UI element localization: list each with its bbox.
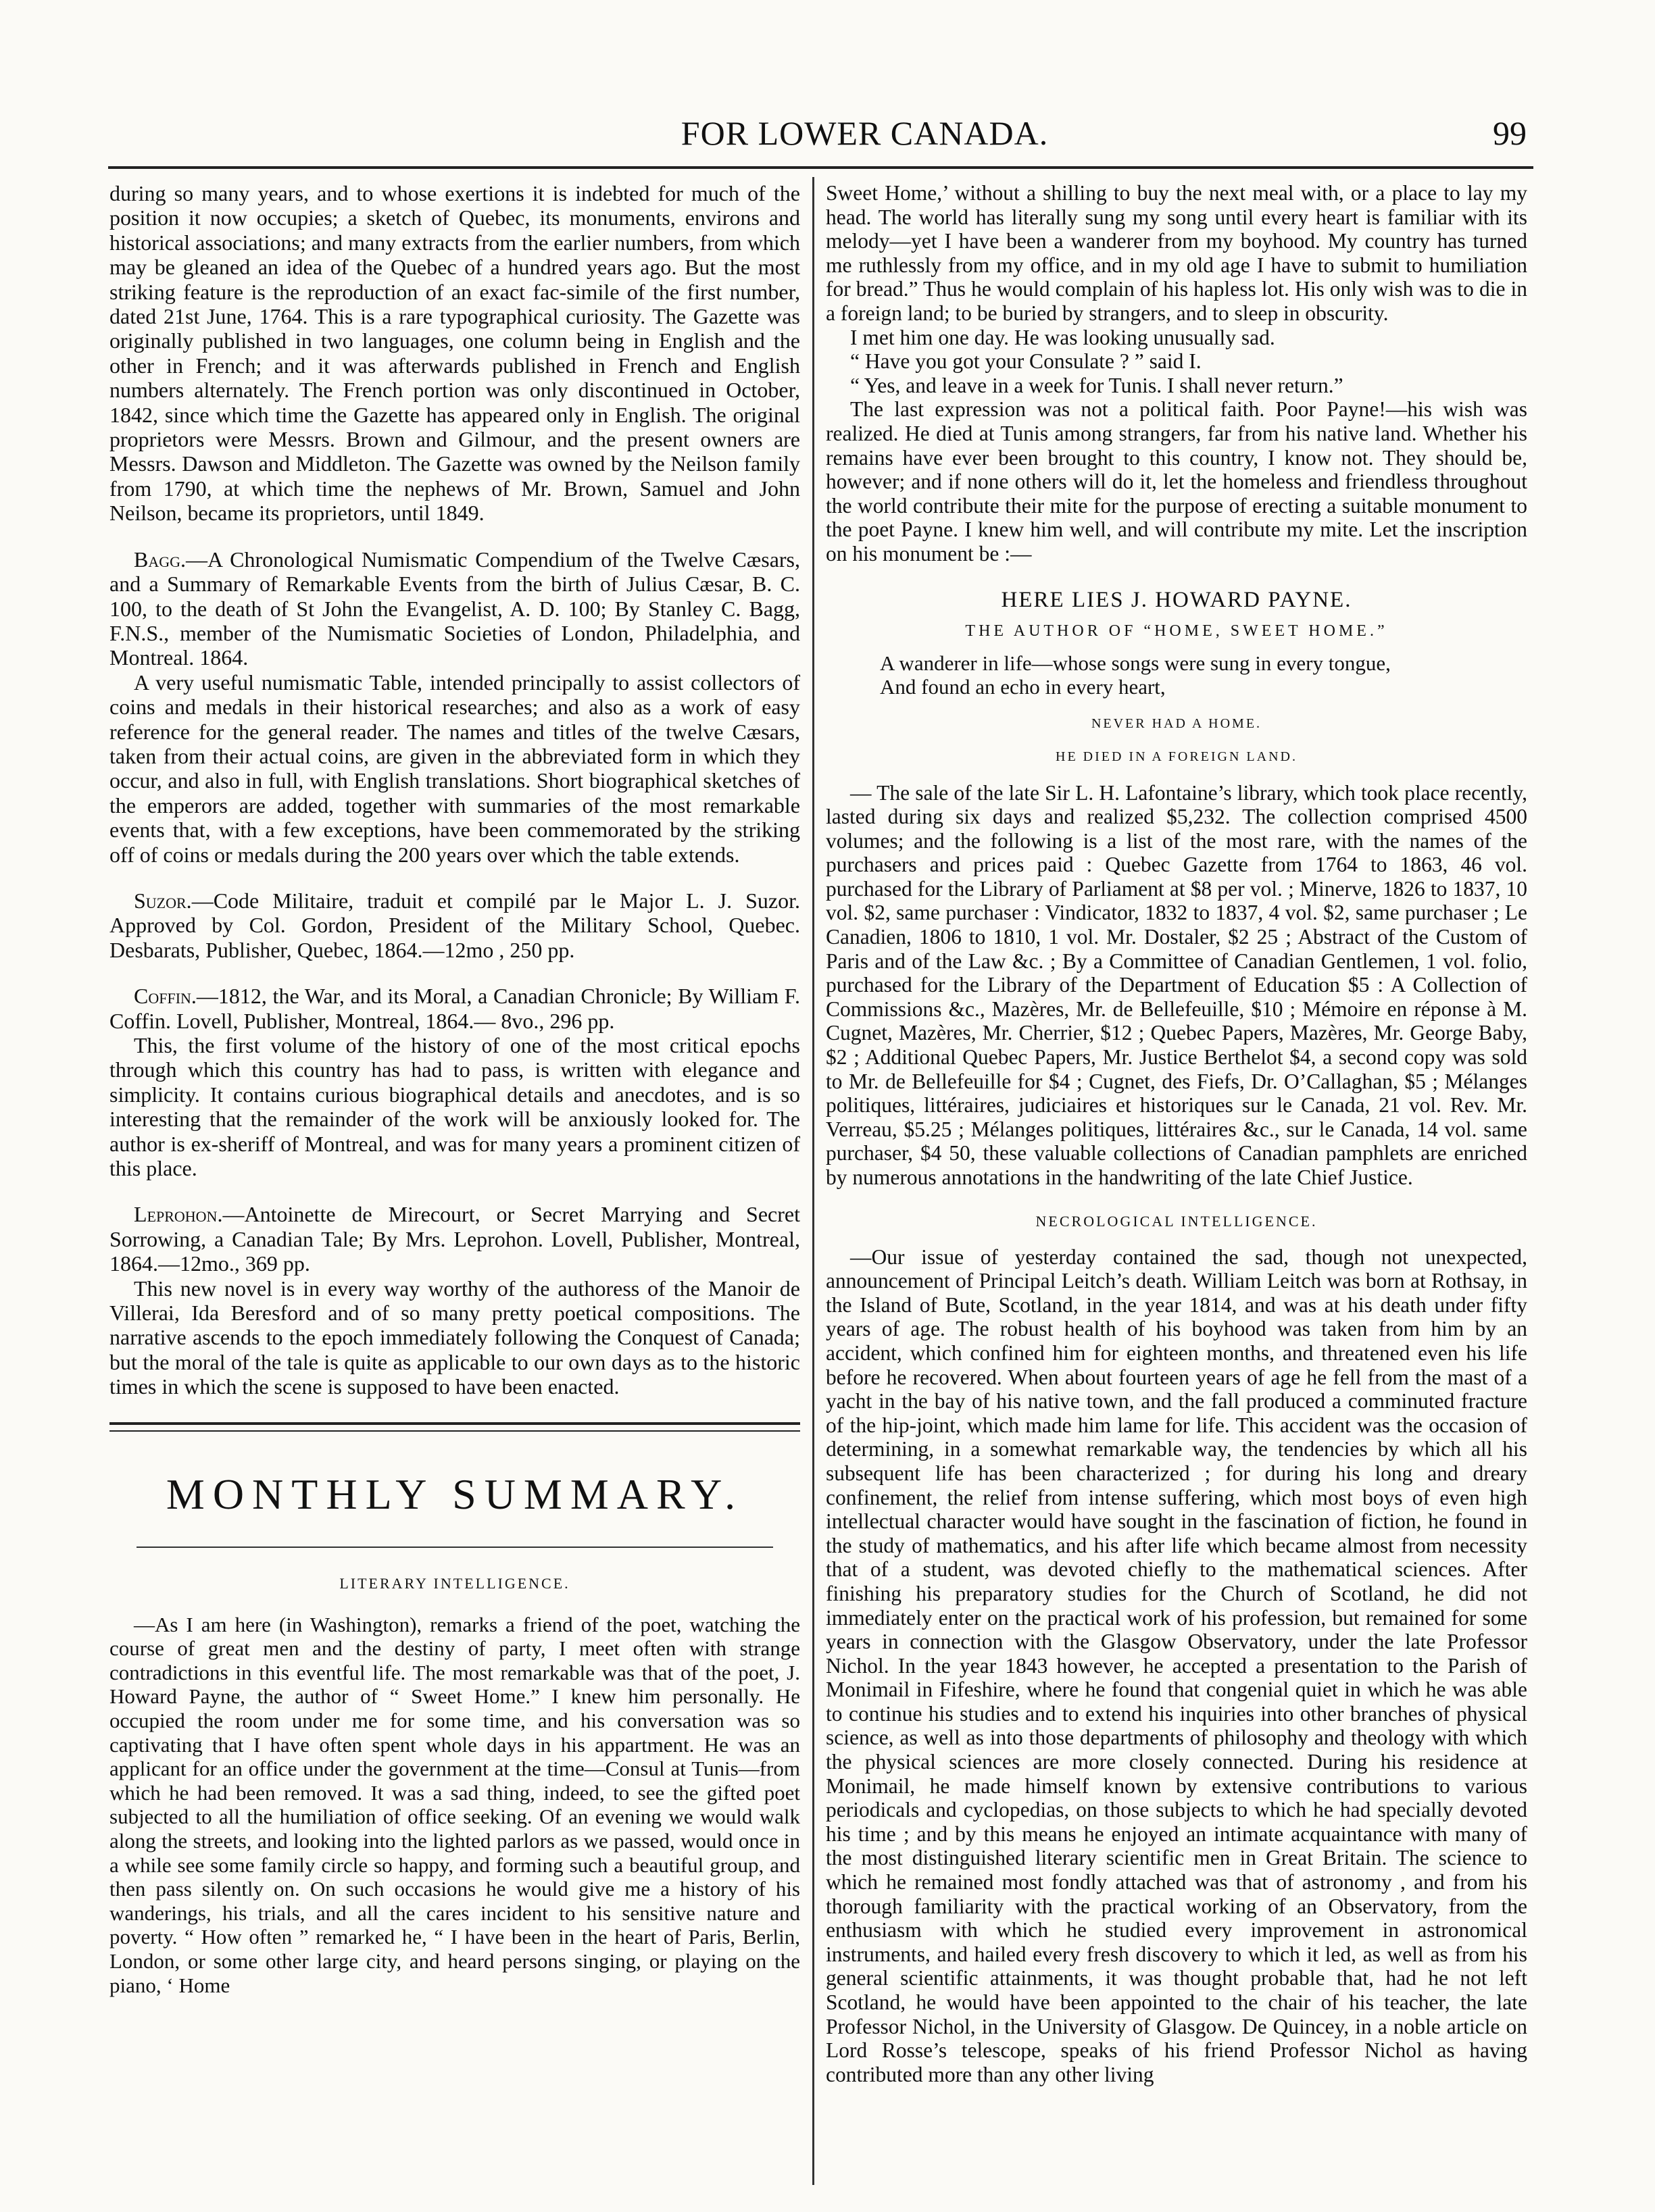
coffin-title: —1812, the War, and its Moral, a Canadian Chronicle; By William F. Coffin. Lovell, Publisher, Montreal, 1864.— 8vo., 296 pp.	[109, 984, 800, 1033]
epitaph-died-foreign: HE DIED IN A FOREIGN LAND.	[1056, 749, 1298, 764]
bagg-lead: Bagg.	[134, 547, 187, 572]
payne-consulate-question: “ Have you got your Consulate ? ” said I.	[850, 349, 1202, 374]
epitaph-verse-2: And found an echo in every heart,	[880, 674, 1166, 699]
epitaph-verse-1: A wanderer in life—whose songs were sung in every tongue,	[880, 651, 1391, 675]
leprohon-title: —Antoinette de Mirecourt, or Secret Marrying and Secret Sorrowing, a Canadian Tale; By Mrs. Leprohon. Lovell, Publisher, Montreal, 1864.—12mo., 369 pp.	[109, 1202, 800, 1276]
bagg-review: A very useful numismatic Table, intended principally to assist collectors of coins and medals in their historical researches; and also as a work of easy reference for the general reader. The names and titles of the twelve Cæsars, taken from their actual coins, are given in the abbreviated form in which they occur, and also in full, with English translations. Short biographical sketches of the emperors are added, together with summaries of the most remarkable events that, with a few exceptions, have been commemorated by the striking off of coins or medals during the 200 years over which the table extends.	[109, 670, 800, 867]
epitaph-title: HERE LIES J. HOWARD PAYNE.	[1001, 587, 1352, 612]
left-column	[109, 181, 800, 1997]
suzor-text: —Code Militaire, traduit et compilé par le Major L. J. Suzor. Approved by Col. Gordon, President of the Military School, Quebec. Desbarats, Publisher, Quebec, 1864.—12mo , 250 pp.	[109, 888, 800, 962]
column-divider	[812, 177, 814, 2185]
payne-continuation: Sweet Home,’ without a shilling to buy the next meal with, or a place to lay my head. The world has literally sung my song until every heart is familiar with its melody—yet I have been a wanderer from my boyhood. My country has turned me ruthlessly from my office, and in my old age I have to submit to humiliation for bread.” Thus he would complain of his hapless lot. His only wish was to die in a foreign land; to be buried by strangers, and to sleep in obscurity.	[826, 181, 1527, 325]
payne-consulate-answer: “ Yes, and leave in a week for Tunis. I shall never return.”	[850, 373, 1343, 397]
suzor-lead: Suzor.	[134, 888, 192, 913]
necrological-intelligence-heading: NECROLOGICAL INTELLIGENCE.	[1035, 1212, 1318, 1230]
payne-paragraph: —As I am here (in Washington), remarks a friend of the poet, watching the course of great men and the destiny of party, I meet often with strange contradictions in this eventful life. The most remarkable was that of the poet, J. Howard Payne, the author of “ Sweet Home.” I knew him personally. He occupied the room under me for some time, and his conversation was so captivating that I have often spent whole days in his appartment. He was an applicant for an office under the government at the time—Consul at Tunis—from which he had been removed. It was a sad thing, indeed, to see the gifted poet subjected to all the humiliation of office seeking. Of an evening we would walk along the streets, and looking into the lighted parlors as we passed, would once in a while see some family circle so happy, and forming such a beautiful group, and then pass silently on. On such occasions he would give me a history of his wanderings, his trials, and all the cares incident to his sensitive nature and poverty. “ How often ” remarked he, “ I have been in the heart of Paris, Berlin, London, or some other large city, and heard persons singing, or playing on the piano, ‘ Home	[109, 1612, 800, 1997]
lafontaine-library-paragraph: — The sale of the late Sir L. H. Lafontaine’s library, which took place recently, lasted during six days and realized $5,232. The collection comprised 4500 volumes; and the following is a list of the most rare, with the names of the purchasers and prices paid : Quebec Gazette from 1764 to 1863, 46 vol. purchased for the Library of Parliament at $8 per vol. ; Minerve, 1826 to 1837, 10 vol. $2, same purchaser : Vindicator, 1832 to 1837, 4 vol. $2, same purchaser ; Le Canadien, 1806 to 1810, 1 vol. Mr. Dostaler, $2 25 ; Abstract of the Custom of Paris and of the Law &c. ; By a Committee of Canadian Gentlemen, 1 vol. folio, purchased for the Library of the Department of Education $5 : A Collection of Commissions &c., Mazères, Mr. de Bellefeuille, $10 ; Mémoire en réponse à M. Cugnet, Mazères, Mr. Cherrier, $12 ; Quebec Papers, Mazères, Mr. George Baby, $2 ; Additional Quebec Papers, Mr. Justice Berthelot $4, a second copy was sold to Mr. de Bellefeuille for $4 ; Cugnet, des Fiefs, Dr. O’Callaghan, $5 ; Mélanges politiques, littéraires, judiciaires et historiques sur le Canada, 21 vol. Rev. Mr. Verreau, $5.25 ; Mélanges politiques, littéraires &c., sur le Canada, 14 vol. same purchaser, $4 50, these valuable collections of Canadian pamphlets are enriched by numerous annotations in the handwriting of the late Chief Justice.	[826, 780, 1527, 1189]
epitaph-subtitle: THE AUTHOR OF “HOME, SWEET HOME.”	[965, 622, 1388, 640]
section-double-rule	[109, 1422, 800, 1432]
leitch-paragraph: —Our issue of yesterday contained the sad, though not unexpected, announcement of Principal Leitch’s death. William Leitch was born at Rothsay, in the Island of Bute, Scotland, in the year 1814, and was at his death under fifty years of age. The robust health of his boyhood was taken from him by an accident, which confined him for eighteen months, and threatened even his life before he recovered. When about fourteen years of age he fell from the mast of a yacht in the bay of his native town, and the fall produced a comminuted fracture of the hip-joint, which made him lame for life. This accident was the occasion of determining, in a somewhat remarkable way, the tendencies by which all his subsequent life has been characterized ; for during his long and dreary confinement, the relief from intense suffering, which most boys of even high intellectual character would have sought in the fascination of fiction, he found in the study of mathematics, and his after life which became almost from necessity that of a student, was devoted chiefly to the mathematical sciences. After finishing his preparatory studies for the Church of Scotland, he did not immediately enter on the practical work of his profession, but remained for some years in connection with the Glasgow Observatory, under the late Professor Nichol. In the year 1843 however, he accepted a presentation to the Parish of Monimail in Fifeshire, where he found that congenial quiet in which he was able to continue his studies and to extend his inquiries into other branches of physical science, as well as into those departments of philosophy and theology with which the physical sciences are more closely connected. During his residence at Monimail, he made himself known by extensive contributions to various periodicals and cyclopedias, on those subjects to which he had specially devoted his time ; and by this means he enjoyed an intimate acquaintance with many of the most distinguished literary scientific men in Great Britain. The science to which he remained most fondly attached was that of astronomy , and from his thorough familiarity with the practical working of an Observatory, from the enthusiasm with which he studied every improvement in astronomical instruments, and hailed every fresh discovery to which it led, as well as from his general scientific attainments, it was thought probable that, had he not left Scotland, he would have been appointed to the chair of his teacher, the late Professor Nichol, in the University of Glasgow. De Quincey, in a noble article on Lord Rosse’s telescope, speaks of his friend Professor Nichol as having contributed more than any other living	[826, 1245, 1527, 2086]
payne-met-him: I met him one day. He was looking unusually sad.	[850, 325, 1275, 349]
right-column	[826, 181, 1527, 2086]
running-title: FOR LOWER CANADA.	[681, 114, 1049, 152]
page-number: 99	[1493, 114, 1527, 152]
epitaph-never-home: NEVER HAD A HOME.	[1091, 715, 1262, 731]
coffin-review: This, the first volume of the history of one of the most critical epochs through which this country has had to pass, is written with elegance and simplicity. It contains curious biographical details and anecdotes, and is so interesting that the remainder of the work will be anxiously looked for. The author is ex-sheriff of Montreal, and was for many years a prominent citizen of this place.	[109, 1033, 800, 1181]
bagg-title: —A Chronological Numismatic Compendium of the Twelve Cæsars, and a Summary of Remarkable Events from the birth of Julius Cæsar, B. C. 100, to the death of St John the Evangelist, A. D. 100; By Stanley C. Bagg, F.N.S., member of the Numismatic Societies of London, Philadelphia, and Montreal. 1864.	[109, 547, 800, 670]
payne-last-expression: The last expression was not a political faith. Poor Payne!—his wish was realized. He died at Tunis among strangers, far from his native land. Whether his remains have ever been brought to this country, I know not. They should be, however; and if none others will do it, let the homeless and friendless throughout the world contribute their mite for the purpose of erecting a suitable monument to the poet Payne. I knew him well, and will contribute my mite. Let the inscription on his monument be :—	[826, 397, 1527, 565]
monthly-summary-heading: MONTHLY SUMMARY.	[166, 1469, 744, 1518]
literary-intelligence-heading: LITERARY INTELLIGENCE.	[339, 1574, 570, 1592]
coffin-lead: Coffin.	[134, 984, 197, 1009]
bagg-entry	[109, 547, 800, 867]
coffin-entry	[109, 984, 800, 1180]
leprohon-review: This new novel is in every way worthy of the authoress of the Manoir de Villerai, Ida Beresford and of so many pretty poetical compositions. The narrative ascends to the epoch immediately following the Conquest of Canada; but the moral of the tale is quite as applicable to our own days as to the historic times in which the scene is supposed to have been enacted.	[109, 1276, 800, 1399]
header-rule	[108, 166, 1533, 169]
quebec-gazette-paragraph: during so many years, and to whose exertions it is indebted for much of the position it now occupies; a sketch of Quebec, its monuments, environs and historical associations; and many extracts from the earlier numbers, from which may be gleaned an idea of the Quebec of a hundred years ago. But the most striking feature is the reproduction of an exact fac-simile of the first number, dated 21st June, 1764. This is a rare typographical curiosity. The Gazette was originally published in two languages, one column being in English and the other in French; and it was afterwards published in French and English numbers alternately. The French portion was only discontinued in October, 1842, since which time the Gazette has appeared only in English. The original proprietors were Messrs. Brown and Gilmour, and the present owners are Messrs. Dawson and Middleton. The Gazette was owned by the Neilson family from 1790, at which time the nephews of Mr. Brown, Samuel and John Neilson, became its proprietors, until 1849.	[109, 181, 800, 526]
running-head	[203, 114, 1527, 161]
leprohon-lead: Leprohon.	[134, 1202, 223, 1227]
section-thin-rule	[137, 1547, 773, 1548]
leprohon-entry	[109, 1202, 800, 1399]
suzor-entry	[109, 888, 800, 962]
